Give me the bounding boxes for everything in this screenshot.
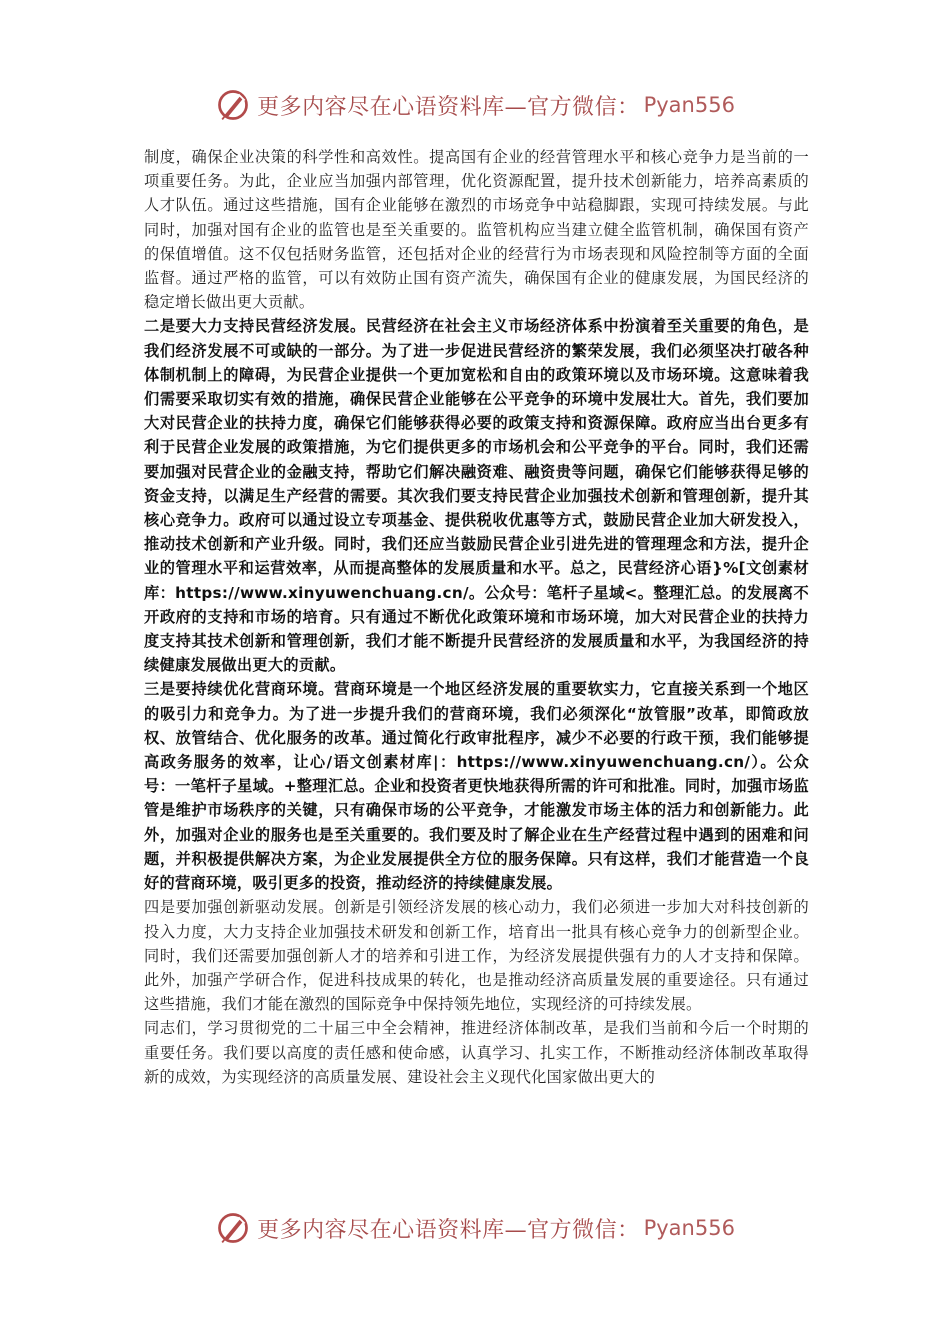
header-banner <box>0 77 950 133</box>
document-body <box>144 145 809 1089</box>
paragraph-innovation: 四是要加强创新驱动发展。创新是引领经济发展的核心动力，我们必须进一步加大对科技创新的投入力度，大力支持企业加强技术研发和创新工作，培育出一批具有核心竞争力的创新型企业。同时，我们还需要加强创新人才的培养和引进工作，为经济发展提供强有力的人才支持和保障。此外，加强产学研合作，促进科技成果的转化，也是推动经济高质量发展的重要途径。只有通过这些措施，我们才能在激烈的国际竞争中保持领先地位，实现经济的可持续发展。 <box>144 898 809 1014</box>
footer-banner-id: Pyan556 <box>643 1216 735 1240</box>
paragraph-business-environment: 三是要持续优化营商环境。营商环境是一个地区经济发展的重要软实力，它直接关系到一个地区的吸引力和竞争力。为了进一步提升我们的营商环境，我们必须深化“放管服”改革，即简政放权、放管结合、优化服务的改革。通过简化行政审批程序，减少不必要的行政干预，我们能够提高政务服务的效率，让心/语文创素材库|：https://www.xinyuwenchuang.cn/）。公众号：一笔杆子星域。+整理汇总。企业和投资者更快地获得所需的许可和批准。同时，加强市场监管是维护市场秩序的关键，只有确保市场的公平竞争，才能激发市场主体的活力和创新能力。此外，加强对企业的服务也是至关重要的。我们要及时了解企业在生产经营过程中遇到的困难和问题，并积极提供解决方案，为企业发展提供全方位的服务保障。只有这样，我们才能营造一个良好的营商环境，吸引更多的投资，推动经济的持续健康发展。 <box>144 680 809 893</box>
paragraph-conclusion: 同志们，学习贯彻党的二十届三中全会精神，推进经济体制改革，是我们当前和今后一个时期的重要任务。我们要以高度的责任感和使命感，认真学习、扎实工作，不断推动经济体制改革取得新的成效，为实现经济的高质量发展、建设社会主义现代化国家做出更大的 <box>144 1019 809 1086</box>
pen-logo-icon <box>215 1210 251 1246</box>
footer-banner <box>0 1200 950 1256</box>
footer-banner-text: 更多内容尽在心语资料库—官方微信： <box>257 1217 640 1243</box>
pen-logo-icon <box>215 87 251 123</box>
paragraph-state-enterprise: 制度，确保企业决策的科学性和高效性。提高国有企业的经营管理水平和核心竞争力是当前的一项重要任务。为此，企业应当加强内部管理，优化资源配置，提升技术创新能力，培养高素质的人才队伍。通过这些措施，国有企业能够在激烈的市场竞争中站稳脚跟，实现可持续发展。与此同时，加强对国有企业的监管也是至关重要的。监管机构应当建立健全监管机制，确保国有资产的保值增值。这不仅包括财务监管，还包括对企业的经营行为市场表现和风险控制等方面的全面监督。通过严格的监管，可以有效防止国有资产流失，确保国有企业的健康发展，为国民经济的稳定增长做出更大贡献。 <box>144 148 809 312</box>
header-banner-id: Pyan556 <box>643 93 735 117</box>
paragraph-private-economy: 二是要大力支持民营经济发展。民营经济在社会主义市场经济体系中扮演着至关重要的角色，是我们经济发展不可或缺的一部分。为了进一步促进民营经济的繁荣发展，我们必须坚决打破各种体制机制上的障碍，为民营企业提供一个更加宽松和自由的政策环境以及市场环境。这意味着我们需要采取切实有效的措施，确保民营企业能够在公平竞争的环境中发展壮大。首先，我们要加大对民营企业的扶持力度，确保它们能够获得必要的政策支持和资源保障。政府应当出台更多有利于民营企业发展的政策措施，为它们提供更多的市场机会和公平竞争的平台。同时，我们还需要加强对民营企业的金融支持，帮助它们解决融资难、融资贵等问题，确保它们能够获得足够的资金支持，以满足生产经营的需要。其次我们要支持民营企业加强技术创新和管理创新，提升其核心竞争力。政府可以通过设立专项基金、提供税收优惠等方式，鼓励民营企业加大研发投入，推动技术创新和产业升级。同时，我们还应当鼓励民营企业引进先进的管理理念和方法，提升企业的管理水平和运营效率，从而提高整体的发展质量和水平。总之，民营经济心语}%[文创素材库：https://www.xinyuwenchuang.cn/。公众号：笔杆子星域<。整理汇总。的发展离不开政府的支持和市场的培育。只有通过不断优化政策环境和市场环境，加大对民营企业的扶持力度支持其技术创新和管理创新，我们才能不断提升民营经济的发展质量和水平，为我国经济的持续健康发展做出更大的贡献。 <box>144 317 809 675</box>
header-banner-text: 更多内容尽在心语资料库—官方微信： <box>257 94 640 120</box>
